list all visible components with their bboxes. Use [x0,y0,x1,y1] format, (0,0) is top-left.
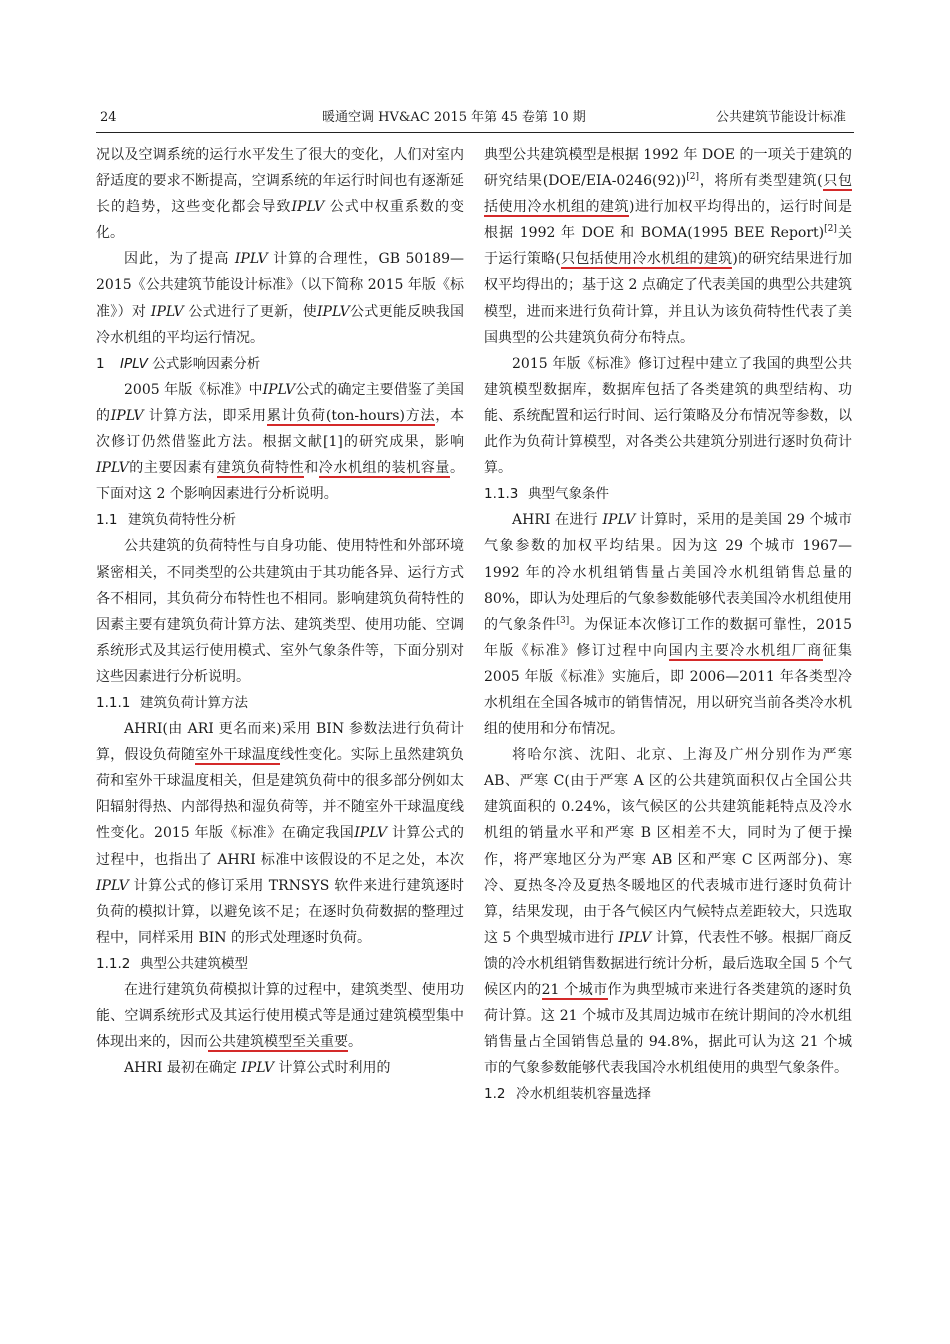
highlight-underline: 只包括使用冷水机组的建筑 [560,251,733,268]
highlight-underline: 公共建筑模型至关重要 [208,1034,348,1051]
highlight-underline: 累计负荷(ton-hours)方法 [266,407,436,424]
paragraph: AHRI(由 ARI 更名而来)采用 BIN 参数法进行负荷计算，假设负荷随室外干球温度线性变化。实际上虽然建筑负荷和室外干球温度相关，但是建筑负荷中的很多部分例如太阳辐射得热、内部得热和湿负荷等，并不随室外干球温度线性变化。2015 年版《标准》在确定我国IPLV 计算公式的过程中，也指出了 AHRI 标准中该假设的不足之处，本次IPLV 计算公式的修订采用 TRNSYS 软件来进行建筑逐时负荷的模拟计算，以避免该不足；在逐时负荷数据的整理过程中，同样采用 BIN 的形式处理逐时负荷。 [96,721,465,946]
citation: [2] [824,224,837,235]
highlight-underline: 21 个城市 [541,982,608,998]
paragraph: 公共建筑的负荷特性与自身功能、使用特性和外部环境紧密相关，不同类型的公共建筑由于其功能各异、运行方式各不相同，其负荷分布特性也不相同。影响建筑负荷特性的因素主要有建筑负荷计算方法、建筑类型、使用功能、空调系统形式及其运行使用模式、室外气象条件等，下面分别对这些因素进行分析说明。 [96,538,464,685]
highlight-underline: 国内主要冷水机组厂商 [668,642,823,659]
page-number: 24 [100,110,117,125]
left-column [96,142,464,1081]
section-heading-1-1-2: 1.1.2 典型公共建筑模型 [96,955,248,972]
citation: [2] [686,172,700,183]
highlight-underline: 冷水机组的装机容量 [318,460,450,477]
section-heading-1-2: 1.2 冷水机组装机容量选择 [484,1086,651,1103]
paragraph: 况以及空调系统的运行水平发生了很大的变化，人们对室内舒适度的要求不断提高，空调系统的年运行时间也有逐渐延长的趋势，这些变化都会导致IPLV 公式中权重系数的变化。 [96,147,465,242]
running-header [96,107,854,129]
paragraph: 在进行建筑负荷模拟计算的过程中，建筑类型、使用功能、空调系统形式及其运行使用模式等是通过建筑模型集中体现出来的，因而公共建筑模型至关重要。 [96,982,464,1051]
header-rule [96,132,854,133]
section-heading-1-1: 1.1 建筑负荷特性分析 [96,512,236,529]
paragraph: 将哈尔滨、沈阳、北京、上海及广州分别作为严寒 AB、严寒 C(由于严寒 A 区的公共建筑面积仅占全国公共建筑面积的 0.24%，该气候区的公共建筑能耗特点及冷水机组的销量水平和严寒 B 区相差不大，同时为了便于操作，将严寒地区分为严寒 AB 区和严寒 C 区两部分)、寒冷、夏热冬冷及夏热冬暖地区的代表城市进行逐时负荷计算，结果发现，由于各气候区内气候特点差距较大，只选取这 5 个典型城市进行 IPLV 计算，代表性不够。根据厂商反馈的冷水机组销售数据进行统计分析，最后选取全国 5 个气候区内的21 个城市作为典型城市来进行各类建筑的逐时负荷计算。这 21 个城市及其周边城市在统计期间的冷水机组销售量占全国销售总量的 94.8%，据此可认为这 21 个城市的气象参数能够代表我国冷水机组使用的典型气象条件。 [484,747,853,1077]
paragraph: 因此，为了提高 IPLV 计算的合理性，GB 50189—2015《公共建筑节能设计标准》（以下简称 2015 年版《标准》）对 IPLV 公式进行了更新，使IPLV公式更能反映我国冷水机组的平均运行情况。 [96,251,465,346]
highlight-underline: 只包括使用冷水机组的建筑 [484,173,853,216]
section-title: 公共建筑节能设计标准 [715,110,846,125]
paragraph: 2015 年版《标准》修订过程中建立了我国的典型公共建筑模型数据库，数据库包括了各类建筑的典型结构、功能、系统配置和运行时间、运行策略及分布情况等参数，以此作为负荷计算模型，对各类公共建筑分别进行逐时负荷计算。 [484,355,852,477]
journal-info: 暖通空调 HV&AC 2015 年第 45 卷第 10 期 [322,110,586,125]
paragraph: AHRI 在进行 IPLV 计算时，采用的是美国 29 个城市气象参数的加权平均结果。因为这 29 个城市 1967—1992 年的冷水机组销售量占美国冷水机组销售总量的 80%，即认为处理后的气象参数能够代表美国冷水机组使用的气象条件[3]。为保证本次修订工作的数据可靠性，2015 年版《标准》修订过程中向国内主要冷水机组厂商征集 2005 年版《标准》实施后，即 2006—2011 年各类型冷水机组在全国各城市的销售情况，用以研究当前各类冷水机组的使用和分布情况。 [484,512,853,738]
right-column [484,142,852,1107]
highlight-underline: 建筑负荷特性 [216,460,305,477]
paragraph: 典型公共建筑模型是根据 1992 年 DOE 的一项关于建筑的研究结果(DOE/EIA-0246(92))[2]，将所有类型建筑(只包括使用冷水机组的建筑)进行加权平均得出的，运行时间是根据 1992 年 DOE 和 BOMA(1995 BEE Report)[2]关于运行策略(只包括使用冷水机组的建筑)的研究结果进行加权平均得出的；基于这 2 点确定了代表美国的典型公共建筑模型，进而来进行负荷计算，并且认为该负荷特性代表了美国典型的公共建筑负荷分布特点。 [484,147,853,346]
paragraph: AHRI 最初在确定 IPLV 计算公式时利用的 [124,1060,391,1077]
citation: [3] [556,615,570,626]
section-heading-1: 1 IPLV 公式影响因素分析 [96,355,261,372]
paragraph: 2005 年版《标准》中IPLV公式的确定主要借鉴了美国的IPLV 计算方法，即采用累计负荷(ton-hours)方法，本次修订仍然借鉴此方法。根据文献[1]的研究成果，影响IPLV的主要因素有建筑负荷特性和冷水机组的装机容量。下面对这 2 个影响因素进行分析说明。 [96,381,464,503]
highlight-underline: 室外干球温度 [195,747,281,764]
section-heading-1-1-3: 1.1.3 典型气象条件 [484,486,609,503]
section-heading-1-1-1: 1.1.1 建筑负荷计算方法 [96,694,248,711]
